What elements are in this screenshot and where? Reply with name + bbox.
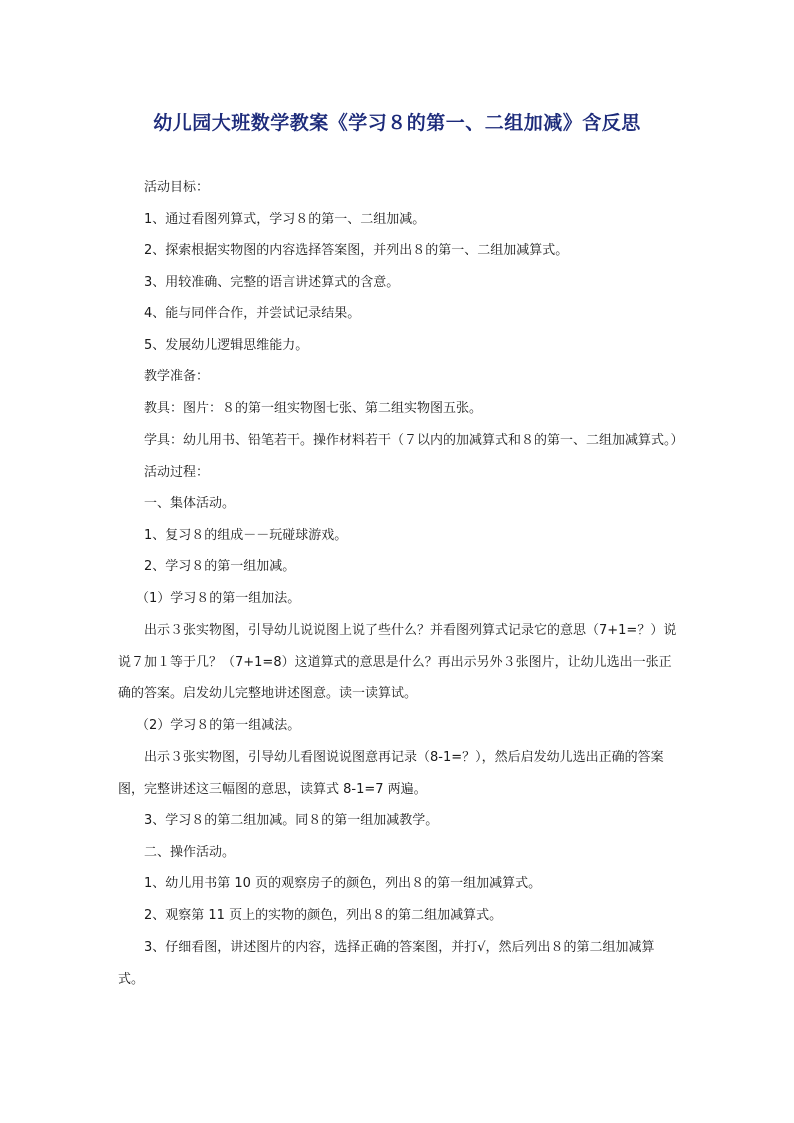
paragraph-section-heading: 活动过程：: [144, 464, 210, 480]
document-body: [118, 178, 684, 1001]
paragraph-step: 3、学习８的第二组加减。同８的第一组加减教学。: [144, 813, 439, 828]
paragraph-goal-5: 5、发展幼儿逻辑思维能力。: [144, 337, 309, 353]
paragraph-step: 1、复习８的组成－－玩碰球游戏。: [144, 527, 348, 543]
paragraph-goal-4: 4、能与同伴合作，并尝试记录结果。: [144, 306, 361, 321]
paragraph-section-heading: 活动目标：: [144, 180, 210, 195]
paragraph-body: 出示３张实物图，引导幼儿说说图上说了些什么？并看图列算式记录它的意思（7+1=？）说说７加１等于几？（7+1=8）这道算式的意思是什么？再出示另外３张图片，让幼儿选出一张正确的答案。启发幼儿完整地讲述图意。读一读算试。: [118, 623, 677, 701]
paragraph-body: 出示３张实物图，引导幼儿看图说说图意再记录（8-1=？），然后启发幼儿选出正确的答案图，完整讲述这三幅图的意思，读算式 8-1=7 两遍。: [118, 750, 664, 797]
paragraph-goal-1: 1、通过看图列算式，学习８的第一、二组加减。: [144, 211, 426, 227]
paragraph-teaching-aids: 教具：图片：８的第一组实物图七张、第二组实物图五张。: [144, 400, 483, 416]
paragraph-subsection-heading: 二、操作活动。: [144, 844, 236, 860]
document-title: 幼儿园大班数学教案《学习８的第一、二组加减》含反思: [153, 112, 641, 134]
paragraph-step: 1、幼儿用书第 10 页的观察房子的颜色，列出８的第一组加减算式。: [144, 876, 542, 891]
paragraph-step: 2、观察第 11 页上的实物的颜色，列出８的第二组加减算式。: [144, 907, 503, 923]
paragraph-goal-2: 2、探索根据实物图的内容选择答案图，并列出８的第一、二组加减算式。: [144, 243, 569, 258]
paragraph-step: 3、仔细看图，讲述图片的内容，选择正确的答案图，并打√，然后列出８的第二组加减算式。: [118, 940, 655, 987]
paragraph-student-materials: 学具：幼儿用书、铅笔若干。操作材料若干（７以内的加减算式和８的第一、二组加减算式。）: [144, 433, 684, 448]
paragraph-substep: （2）学习８的第一组减法。: [136, 717, 301, 733]
paragraph-step: 2、学习８的第一组加减。: [144, 559, 296, 574]
paragraph-substep: （1）学习８的第一组加法。: [136, 590, 301, 606]
paragraph-subsection-heading: 一、集体活动。: [144, 496, 236, 511]
paragraph-goal-3: 3、用较准确、完整的语言讲述算式的含意。: [144, 274, 400, 290]
paragraph-section-heading: 教学准备：: [144, 369, 210, 384]
